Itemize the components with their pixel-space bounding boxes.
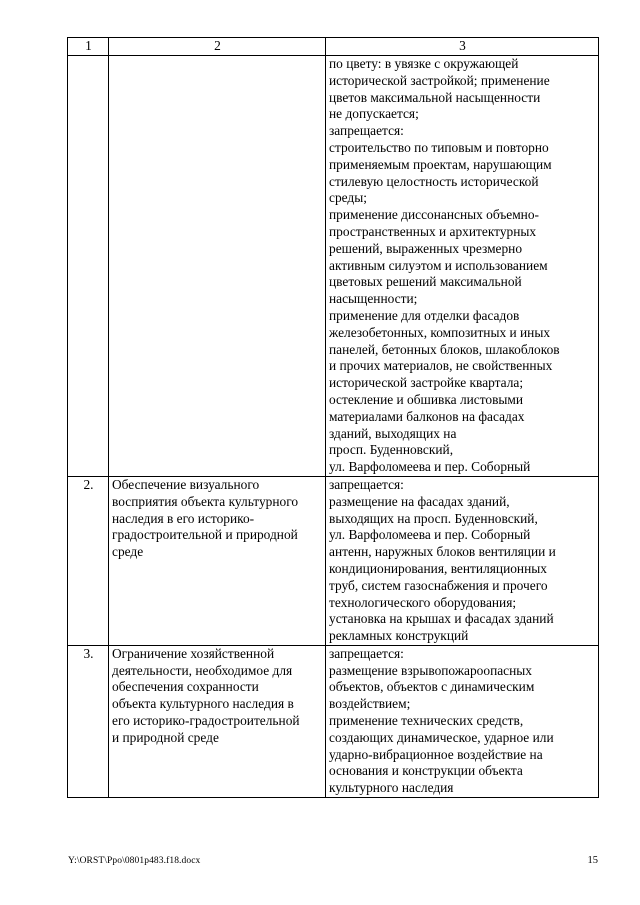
row-number-cell [68, 56, 109, 477]
requirement-content-cell [326, 645, 599, 797]
content-line: панелей, бетонных блоков, шлакоблоков [329, 341, 560, 357]
footer-file-path: Y:\ORST\Ppo\0801p483.f18.docx [68, 856, 201, 866]
content-line: применение диссонансных объемно- [329, 207, 539, 223]
table-row [68, 56, 599, 477]
content-line: применяемым проектам, нарушающим [329, 156, 552, 172]
content-line: установка на крышах и фасадах зданий [329, 611, 554, 627]
content-line: стилевую целостность исторической [329, 173, 539, 189]
table-row [68, 476, 599, 645]
title-line: градостроительной и природной [112, 527, 298, 543]
content-line: цветов максимальной насыщенности [329, 89, 541, 105]
content-line: решений, выраженных чрезмерно [329, 240, 523, 256]
content-line: применение технических средств, [329, 713, 524, 729]
content-line: основания и конструкции объекта [329, 763, 523, 779]
content-line: среды; [329, 190, 367, 206]
content-line: активным силуэтом и использованием [329, 257, 548, 273]
title-line: восприятия объекта культурного [112, 493, 299, 509]
table-row [68, 645, 599, 797]
content-line: строительство по типовым и повторно [329, 139, 549, 155]
title-line: Обеспечение визуального [112, 476, 260, 492]
title-line: объекта культурного наследия в [112, 696, 294, 712]
title-line: наследия в его историко- [112, 510, 255, 526]
header-cell-1: 1 [68, 38, 109, 56]
requirement-title-cell [109, 476, 326, 645]
content-line: культурного наследия [329, 780, 454, 796]
content-line: просп. Буденновский, [329, 442, 454, 458]
content-line: размещение на фасадах зданий, [329, 493, 510, 509]
content-line: исторической застройке квартала; [329, 375, 524, 391]
content-line: ул. Варфоломеева и пер. Соборный [329, 459, 531, 475]
content-line: применение для отделки фасадов [329, 307, 520, 323]
content-line: воздействием; [329, 696, 411, 712]
footer-page-number: 15 [587, 855, 598, 866]
content-line: антенн, наружных блоков вентиляции и [329, 544, 556, 560]
requirement-content-cell [326, 56, 599, 477]
header-cell-3: 3 [326, 38, 599, 56]
content-line: и прочих материалов, не свойственных [329, 358, 553, 374]
content-line: железобетонных, композитных и иных [329, 324, 551, 340]
content-line: зданий, выходящих на [329, 425, 457, 441]
content-line: остекление и обшивка листовыми [329, 391, 524, 407]
content-line: создающих динамическое, ударное или [329, 729, 554, 745]
requirement-content-cell [326, 476, 599, 645]
content-line: запрещается: [329, 123, 404, 139]
content-line: объектов, объектов с динамическим [329, 679, 535, 695]
content-line: по цвету: в увязке с окружающей [329, 56, 519, 71]
header-cell-2: 2 [109, 38, 326, 56]
title-line: и природной среде [112, 729, 219, 745]
content-line: пространственных и архитектурных [329, 223, 537, 239]
content-line: насыщенности; [329, 291, 418, 307]
content-line: исторической застройкой; применение [329, 72, 550, 88]
content-line: не допускается; [329, 106, 419, 122]
table-header-row [68, 38, 599, 56]
content-line: труб, систем газоснабжения и прочего [329, 577, 548, 593]
content-line: ударно-вибрационное воздействие на [329, 746, 543, 762]
content-line: кондиционирования, вентиляционных [329, 560, 547, 576]
title-line: Ограничение хозяйственной [112, 645, 275, 661]
title-line: среде [112, 544, 144, 560]
content-line: цветовых решений максимальной [329, 274, 522, 290]
requirement-title-cell [109, 56, 326, 477]
content-line: рекламных конструкций [329, 628, 469, 644]
content-line: размещение взрывопожароопасных [329, 662, 532, 678]
row-number-cell: 2. [68, 476, 109, 645]
title-line: деятельности, необходимое для [112, 662, 293, 678]
content-line: материалами балконов на фасадах [329, 408, 525, 424]
row-number-cell: 3. [68, 645, 109, 797]
content-line: запрещается: [329, 645, 404, 661]
content-line: ул. Варфоломеева и пер. Соборный [329, 527, 531, 543]
title-line: обеспечения сохранности [112, 679, 259, 695]
restrictions-table [67, 37, 599, 798]
content-line: выходящих на просп. Буденновский, [329, 510, 538, 526]
title-line: его историко-градостроительной [112, 713, 300, 729]
content-line: запрещается: [329, 476, 404, 492]
content-line: технологического оборудования; [329, 594, 517, 610]
requirement-title-cell [109, 645, 326, 797]
